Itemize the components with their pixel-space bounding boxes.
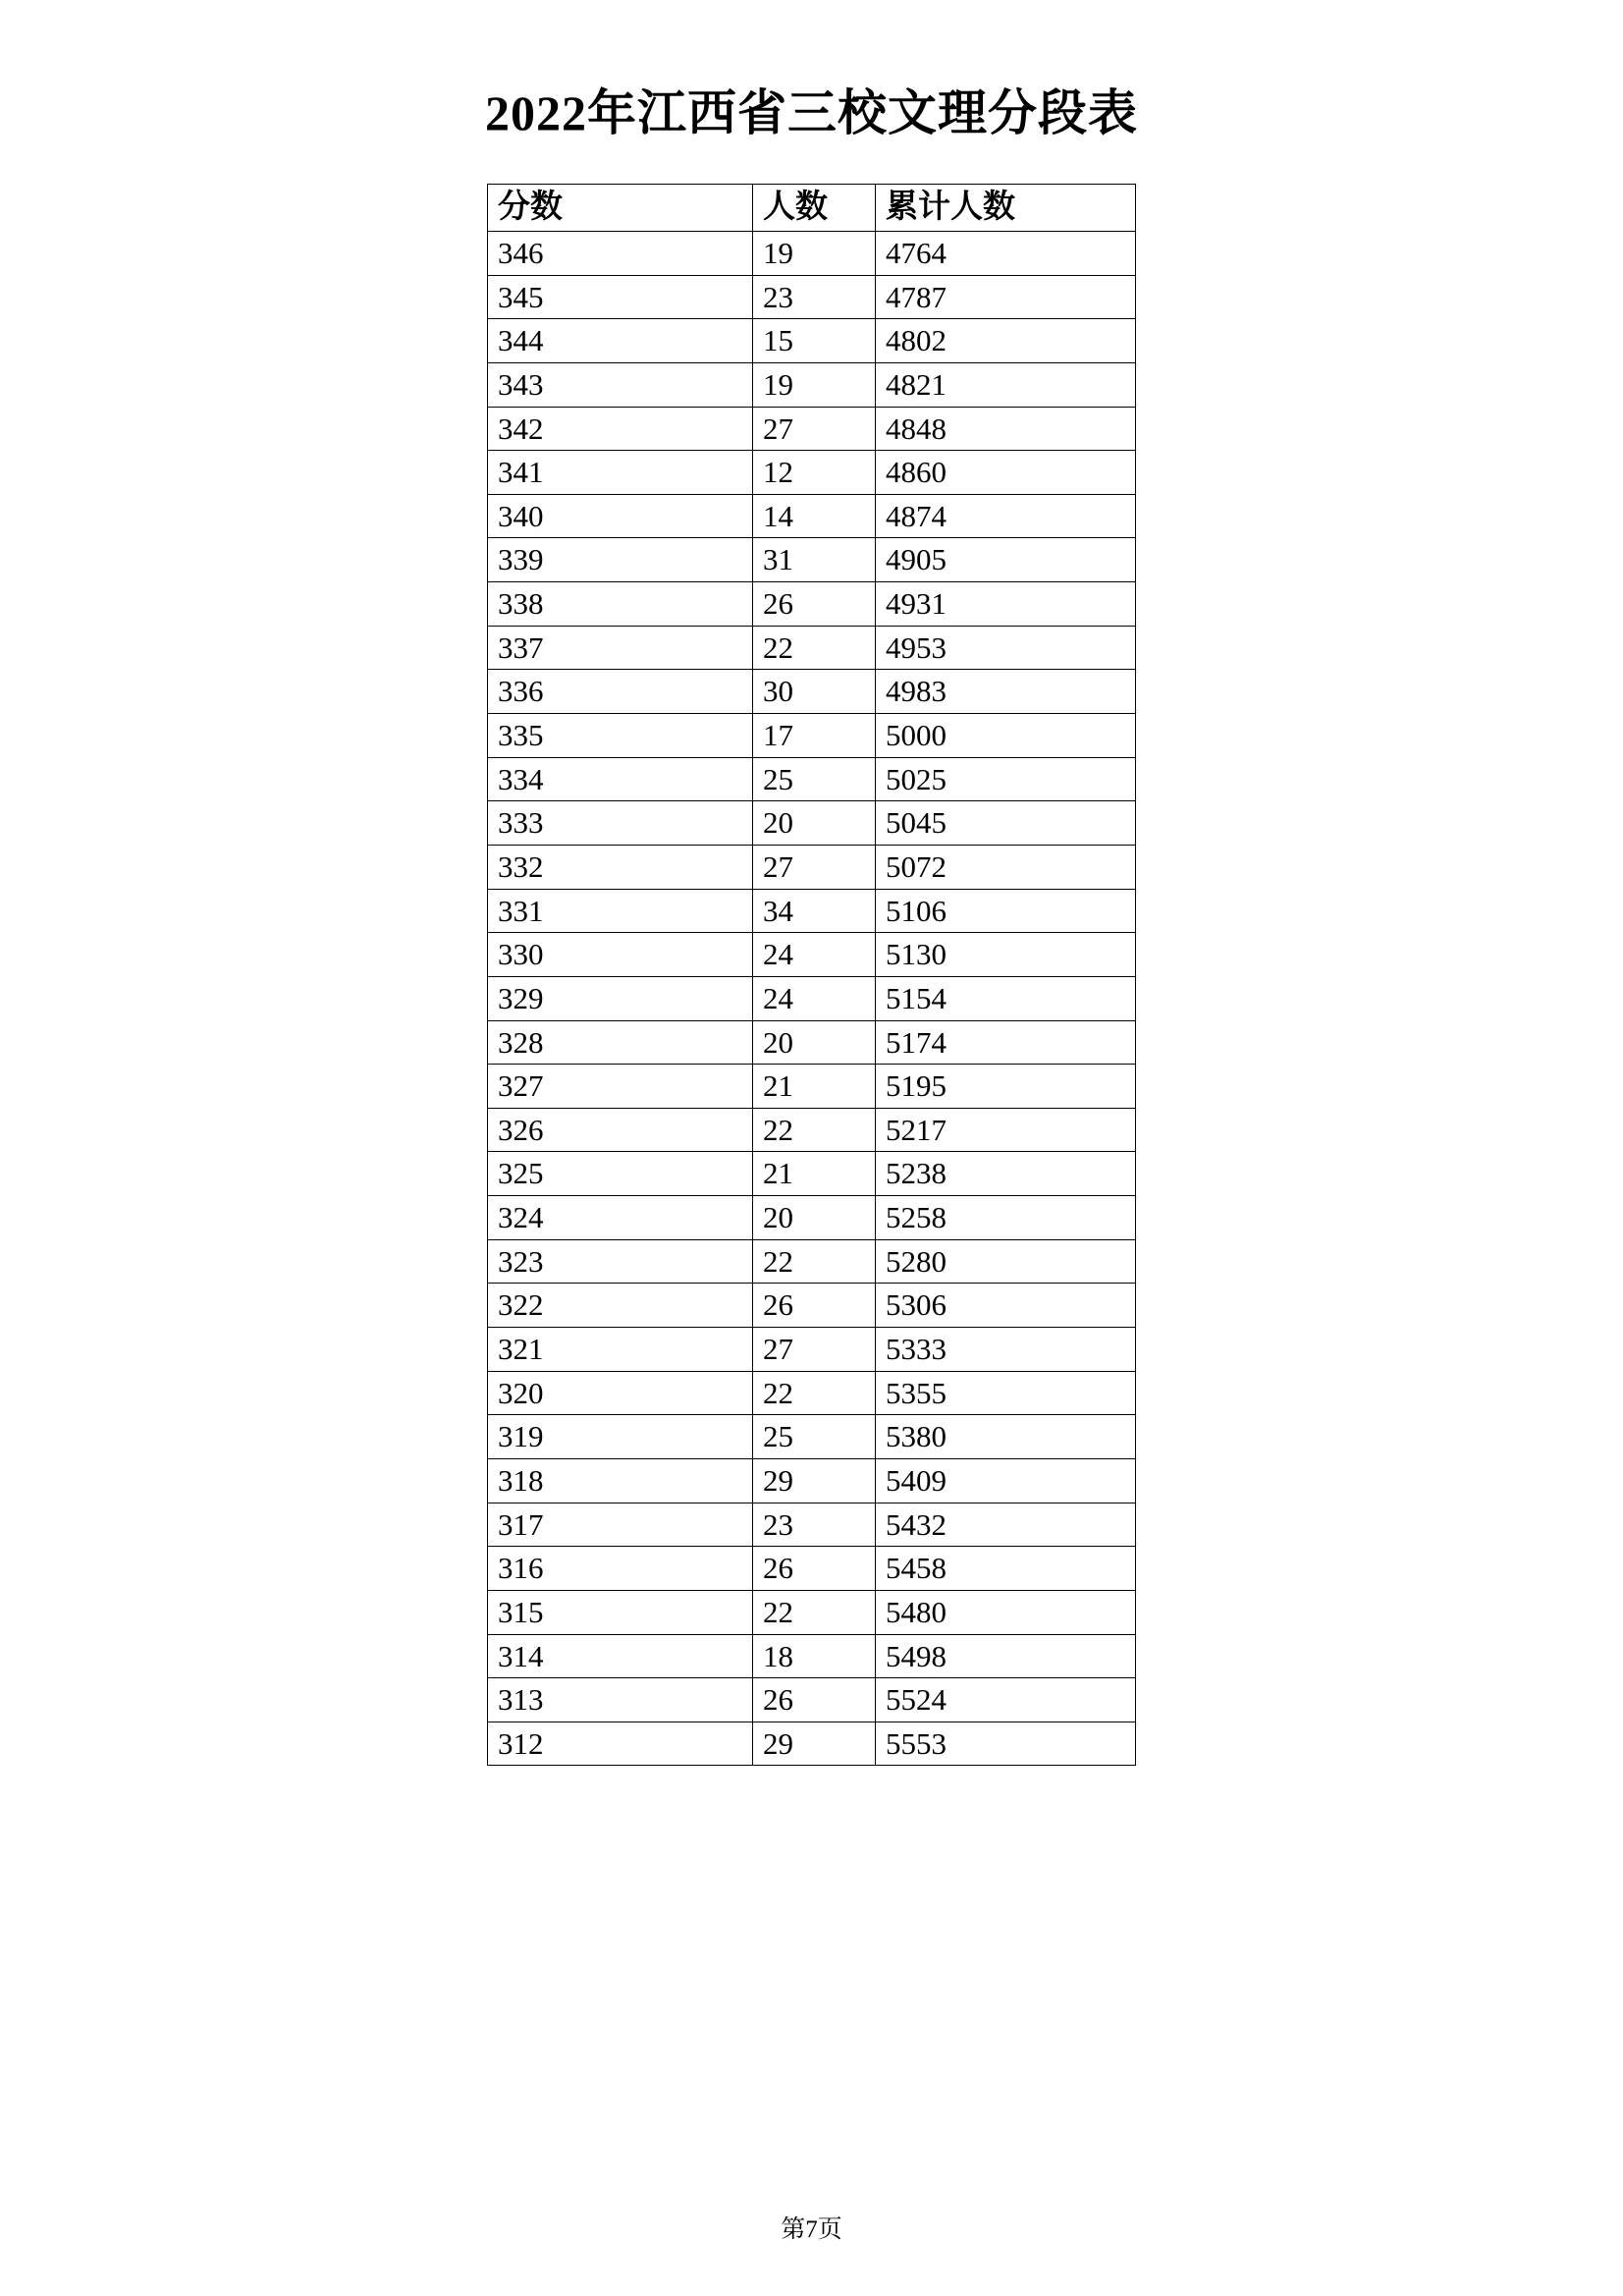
- cell-count: 12: [753, 451, 876, 495]
- cell-cumulative: 4821: [876, 362, 1136, 407]
- cell-cumulative: 4787: [876, 275, 1136, 319]
- table-row: [488, 801, 1136, 846]
- cell-score: 322: [488, 1284, 753, 1328]
- cell-cumulative: 5072: [876, 845, 1136, 889]
- cell-score: 339: [488, 538, 753, 582]
- page-title: 2022年江西省三校文理分段表: [485, 85, 1138, 140]
- table-row: [488, 275, 1136, 319]
- cell-count: 25: [753, 757, 876, 801]
- cell-score: 342: [488, 407, 753, 451]
- table-row: [488, 1020, 1136, 1065]
- cell-cumulative: 5553: [876, 1722, 1136, 1766]
- cell-score: 341: [488, 451, 753, 495]
- table-row: [488, 1415, 1136, 1459]
- cell-score: 344: [488, 319, 753, 363]
- cell-count: 14: [753, 494, 876, 538]
- cell-count: 22: [753, 1590, 876, 1634]
- cell-score: 314: [488, 1634, 753, 1678]
- cell-count: 15: [753, 319, 876, 363]
- table-row: [488, 976, 1136, 1020]
- cell-score: 336: [488, 670, 753, 714]
- cell-cumulative: 4764: [876, 232, 1136, 276]
- table-row: [488, 757, 1136, 801]
- cell-score: 329: [488, 976, 753, 1020]
- cell-score: 338: [488, 582, 753, 627]
- table-row: [488, 670, 1136, 714]
- cell-cumulative: 5174: [876, 1020, 1136, 1065]
- cell-cumulative: 5000: [876, 714, 1136, 758]
- cell-score: 331: [488, 889, 753, 933]
- cell-score: 318: [488, 1458, 753, 1503]
- cell-cumulative: 5355: [876, 1371, 1136, 1415]
- cell-score: 316: [488, 1547, 753, 1591]
- cell-count: 24: [753, 976, 876, 1020]
- table-row: [488, 1634, 1136, 1678]
- cell-cumulative: 5195: [876, 1065, 1136, 1109]
- cell-cumulative: 5258: [876, 1196, 1136, 1240]
- cell-cumulative: 4848: [876, 407, 1136, 451]
- table-header: [488, 185, 1136, 232]
- page-footer: 第7页: [781, 2216, 842, 2243]
- cell-count: 23: [753, 275, 876, 319]
- table-row: [488, 714, 1136, 758]
- cell-count: 22: [753, 626, 876, 670]
- cell-score: 328: [488, 1020, 753, 1065]
- table-row: [488, 1678, 1136, 1722]
- cell-score: 326: [488, 1108, 753, 1152]
- cell-count: 24: [753, 933, 876, 977]
- cell-score: 323: [488, 1239, 753, 1284]
- cell-count: 25: [753, 1415, 876, 1459]
- cell-score: 334: [488, 757, 753, 801]
- table-row: [488, 1722, 1136, 1766]
- column-header-score: 分数: [488, 185, 753, 232]
- cell-count: 22: [753, 1108, 876, 1152]
- cell-cumulative: 5154: [876, 976, 1136, 1020]
- cell-score: 345: [488, 275, 753, 319]
- cell-count: 26: [753, 1547, 876, 1591]
- table-row: [488, 845, 1136, 889]
- cell-cumulative: 4874: [876, 494, 1136, 538]
- table-row: [488, 362, 1136, 407]
- table-row: [488, 1371, 1136, 1415]
- cell-cumulative: 5524: [876, 1678, 1136, 1722]
- cell-count: 29: [753, 1722, 876, 1766]
- cell-score: 333: [488, 801, 753, 846]
- table-row: [488, 582, 1136, 627]
- cell-cumulative: 5432: [876, 1503, 1136, 1547]
- cell-cumulative: 5409: [876, 1458, 1136, 1503]
- cell-count: 20: [753, 801, 876, 846]
- cell-count: 22: [753, 1239, 876, 1284]
- table-row: [488, 407, 1136, 451]
- cell-count: 21: [753, 1065, 876, 1109]
- cell-count: 26: [753, 1284, 876, 1328]
- cell-count: 34: [753, 889, 876, 933]
- cell-count: 21: [753, 1152, 876, 1196]
- cell-cumulative: 5106: [876, 889, 1136, 933]
- cell-count: 20: [753, 1196, 876, 1240]
- table-row: [488, 626, 1136, 670]
- cell-cumulative: 5238: [876, 1152, 1136, 1196]
- table-row: [488, 1458, 1136, 1503]
- table-row: [488, 1328, 1136, 1372]
- cell-cumulative: 5333: [876, 1328, 1136, 1372]
- cell-count: 26: [753, 1678, 876, 1722]
- score-table-container: [0, 184, 1623, 1766]
- cell-count: 26: [753, 582, 876, 627]
- table-row: [488, 1239, 1136, 1284]
- cell-count: 18: [753, 1634, 876, 1678]
- score-distribution-table: [487, 184, 1136, 1766]
- table-row: [488, 1196, 1136, 1240]
- cell-score: 346: [488, 232, 753, 276]
- cell-cumulative: 5458: [876, 1547, 1136, 1591]
- cell-count: 20: [753, 1020, 876, 1065]
- table-row: [488, 538, 1136, 582]
- cell-score: 332: [488, 845, 753, 889]
- cell-cumulative: 4931: [876, 582, 1136, 627]
- cell-score: 343: [488, 362, 753, 407]
- cell-score: 327: [488, 1065, 753, 1109]
- table-row: [488, 1152, 1136, 1196]
- table-row: [488, 1108, 1136, 1152]
- cell-cumulative: 5480: [876, 1590, 1136, 1634]
- cell-score: 317: [488, 1503, 753, 1547]
- cell-cumulative: 5306: [876, 1284, 1136, 1328]
- cell-cumulative: 5130: [876, 933, 1136, 977]
- cell-cumulative: 5025: [876, 757, 1136, 801]
- cell-score: 321: [488, 1328, 753, 1372]
- cell-cumulative: 4983: [876, 670, 1136, 714]
- table-body: [488, 232, 1136, 1766]
- cell-count: 29: [753, 1458, 876, 1503]
- cell-cumulative: 5380: [876, 1415, 1136, 1459]
- cell-cumulative: 5045: [876, 801, 1136, 846]
- table-row: [488, 494, 1136, 538]
- cell-count: 30: [753, 670, 876, 714]
- cell-cumulative: 5217: [876, 1108, 1136, 1152]
- cell-count: 31: [753, 538, 876, 582]
- cell-score: 325: [488, 1152, 753, 1196]
- cell-score: 319: [488, 1415, 753, 1459]
- cell-cumulative: 5498: [876, 1634, 1136, 1678]
- table-row: [488, 1590, 1136, 1634]
- cell-count: 23: [753, 1503, 876, 1547]
- cell-count: 17: [753, 714, 876, 758]
- cell-cumulative: 5280: [876, 1239, 1136, 1284]
- cell-count: 19: [753, 232, 876, 276]
- table-row: [488, 933, 1136, 977]
- column-header-cumulative: 累计人数: [876, 185, 1136, 232]
- cell-count: 27: [753, 845, 876, 889]
- cell-count: 22: [753, 1371, 876, 1415]
- cell-score: 313: [488, 1678, 753, 1722]
- cell-score: 337: [488, 626, 753, 670]
- table-header-row: [488, 185, 1136, 232]
- table-row: [488, 889, 1136, 933]
- cell-count: 27: [753, 1328, 876, 1372]
- cell-cumulative: 4953: [876, 626, 1136, 670]
- table-row: [488, 451, 1136, 495]
- table-row: [488, 1065, 1136, 1109]
- table-row: [488, 1284, 1136, 1328]
- table-row: [488, 1547, 1136, 1591]
- table-row: [488, 232, 1136, 276]
- cell-count: 19: [753, 362, 876, 407]
- column-header-count: 人数: [753, 185, 876, 232]
- cell-score: 315: [488, 1590, 753, 1634]
- cell-score: 320: [488, 1371, 753, 1415]
- cell-score: 335: [488, 714, 753, 758]
- cell-score: 330: [488, 933, 753, 977]
- cell-cumulative: 4802: [876, 319, 1136, 363]
- cell-score: 324: [488, 1196, 753, 1240]
- cell-score: 340: [488, 494, 753, 538]
- cell-cumulative: 4905: [876, 538, 1136, 582]
- cell-score: 312: [488, 1722, 753, 1766]
- table-row: [488, 319, 1136, 363]
- cell-count: 27: [753, 407, 876, 451]
- table-row: [488, 1503, 1136, 1547]
- cell-cumulative: 4860: [876, 451, 1136, 495]
